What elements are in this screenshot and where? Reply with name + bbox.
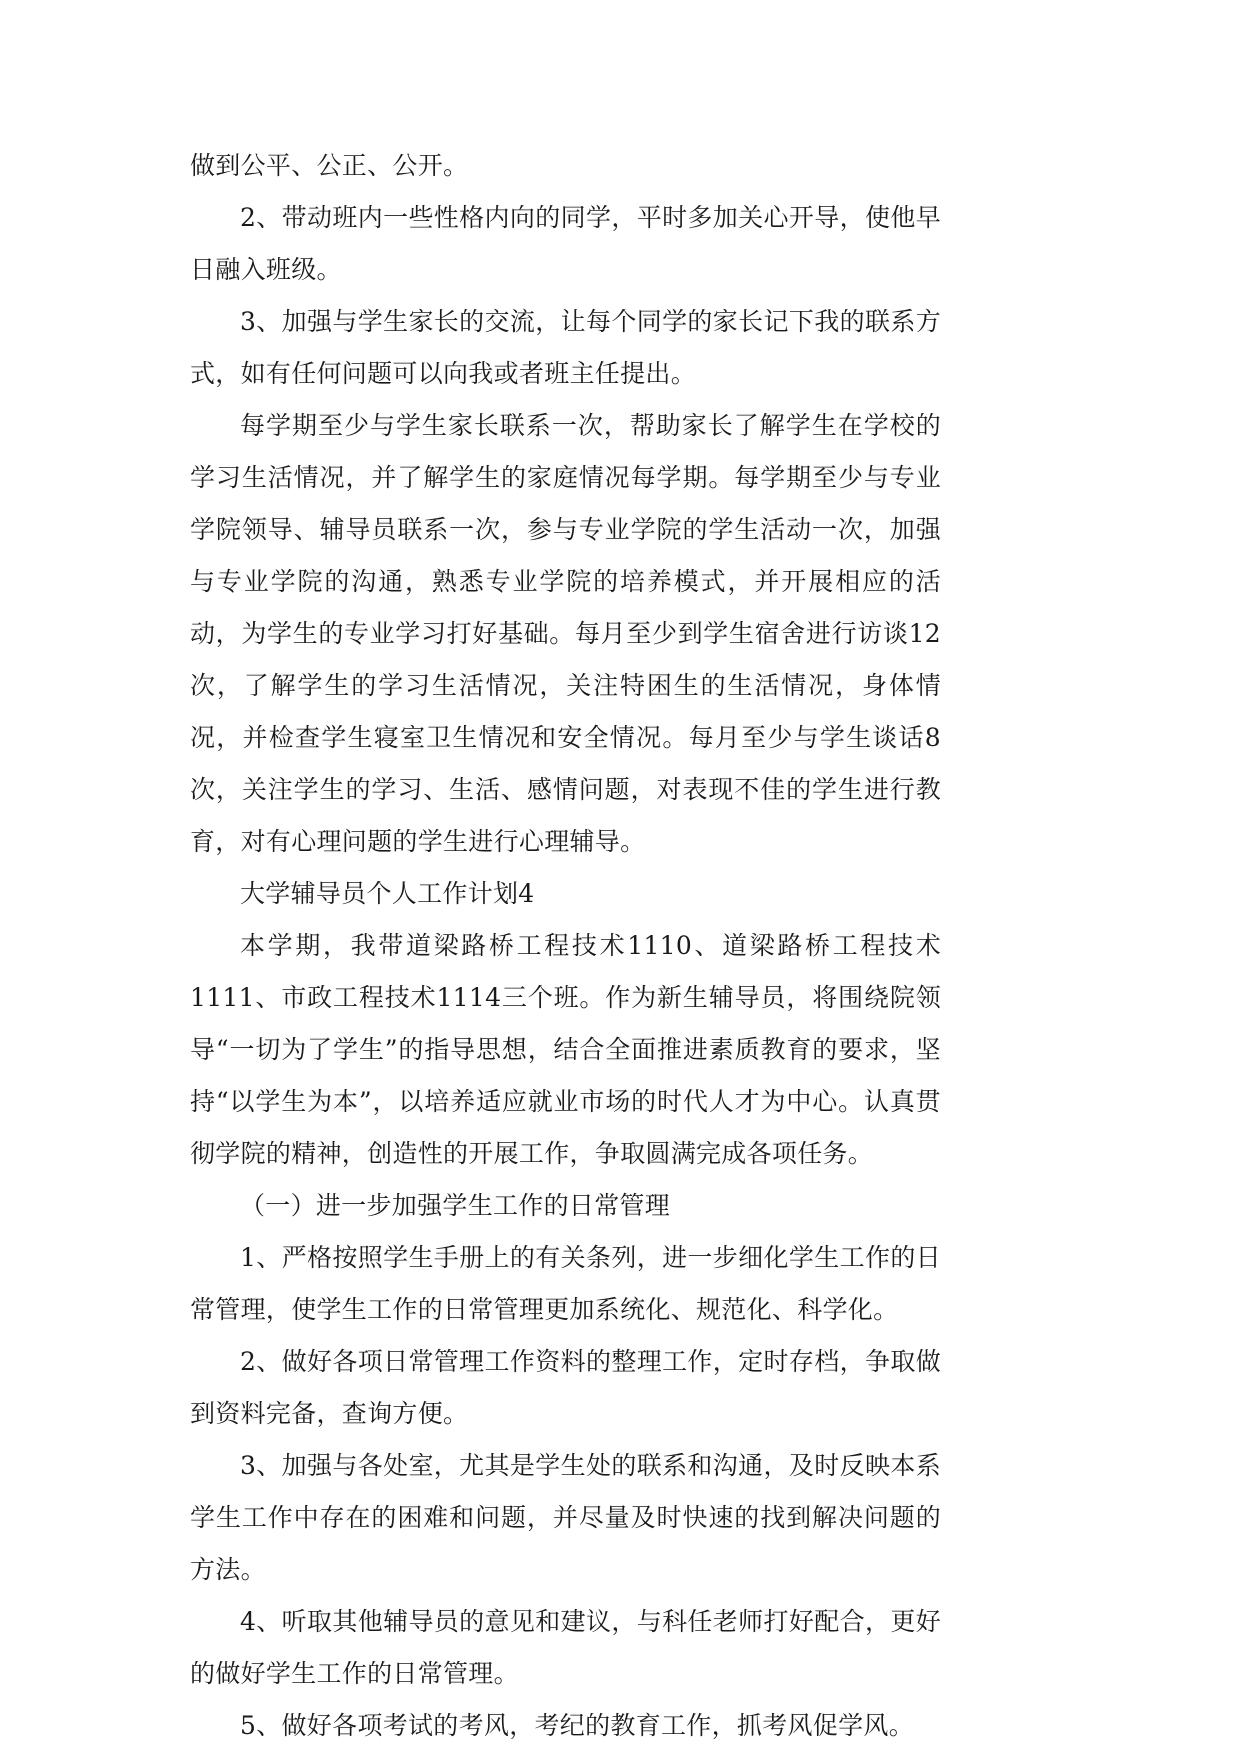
paragraph-9: 2、做好各项日常管理工作资料的整理工作，定时存档，争取做到资料完备，查询方便。 <box>190 1347 941 1428</box>
paragraph-3: 3、加强与学生家长的交流，让每个同学的家长记下我的联系方式，如有任何问题可以向我或者班主任提出。 <box>190 307 941 388</box>
paragraph-8: 1、严格按照学生手册上的有关条列，进一步细化学生工作的日常管理，使学生工作的日常管理更加系统化、规范化、科学化。 <box>190 1243 941 1324</box>
section-heading: 大学辅导员个人工作计划4 <box>240 879 535 908</box>
paragraph-10: 3、加强与各处室，尤其是学生处的联系和沟通，及时反映本系学生工作中存在的困难和问题，并尽量及时快速的找到解决问题的方法。 <box>190 1451 941 1584</box>
paragraph-4: 每学期至少与学生家长联系一次，帮助家长了解学生在学校的学习生活情况，并了解学生的家庭情况每学期。每学期至少与专业学院领导、辅导员联系一次，参与专业学院的学生活动一次，加强与专业学院的沟通，熟悉专业学院的培养模式，并开展相应的活动，为学生的专业学习打好基础。每月至少到学生宿舍进行访谈12次，了解学生的学习生活情况，关注特困生的生活情况，身体情况，并检查学生寝室卫生情况和安全情况。每月至少与学生谈话8次，关注学生的学习、生活、感情问题，对表现不佳的学生进行教育，对有心理问题的学生进行心理辅导。 <box>190 411 941 856</box>
paragraph-2: 2、带动班内一些性格内向的同学，平时多加关心开导，使他早日融入班级。 <box>190 203 941 284</box>
subsection-heading: （一）进一步加强学生工作的日常管理 <box>240 1191 671 1220</box>
paragraph-6: 本学期，我带道梁路桥工程技术1110、道梁路桥工程技术1111、市政工程技术1114三个班。作为新生辅导员，将围绕院领导“一切为了学生”的指导思想，结合全面推进素质教育的要求，坚持“以学生为本”，以培养适应就业市场的时代人才为中心。认真贯彻学院的精神，创造性的开展工作，争取圆满完成各项任务。 <box>190 931 941 1168</box>
paragraph-12: 5、做好各项考试的考风，考纪的教育工作，抓考风促学风。 <box>240 1711 915 1740</box>
paragraph-11: 4、听取其他辅导员的意见和建议，与科任老师打好配合，更好的做好学生工作的日常管理。 <box>190 1607 941 1688</box>
paragraph-1: 做到公平、公正、公开。 <box>190 151 469 180</box>
